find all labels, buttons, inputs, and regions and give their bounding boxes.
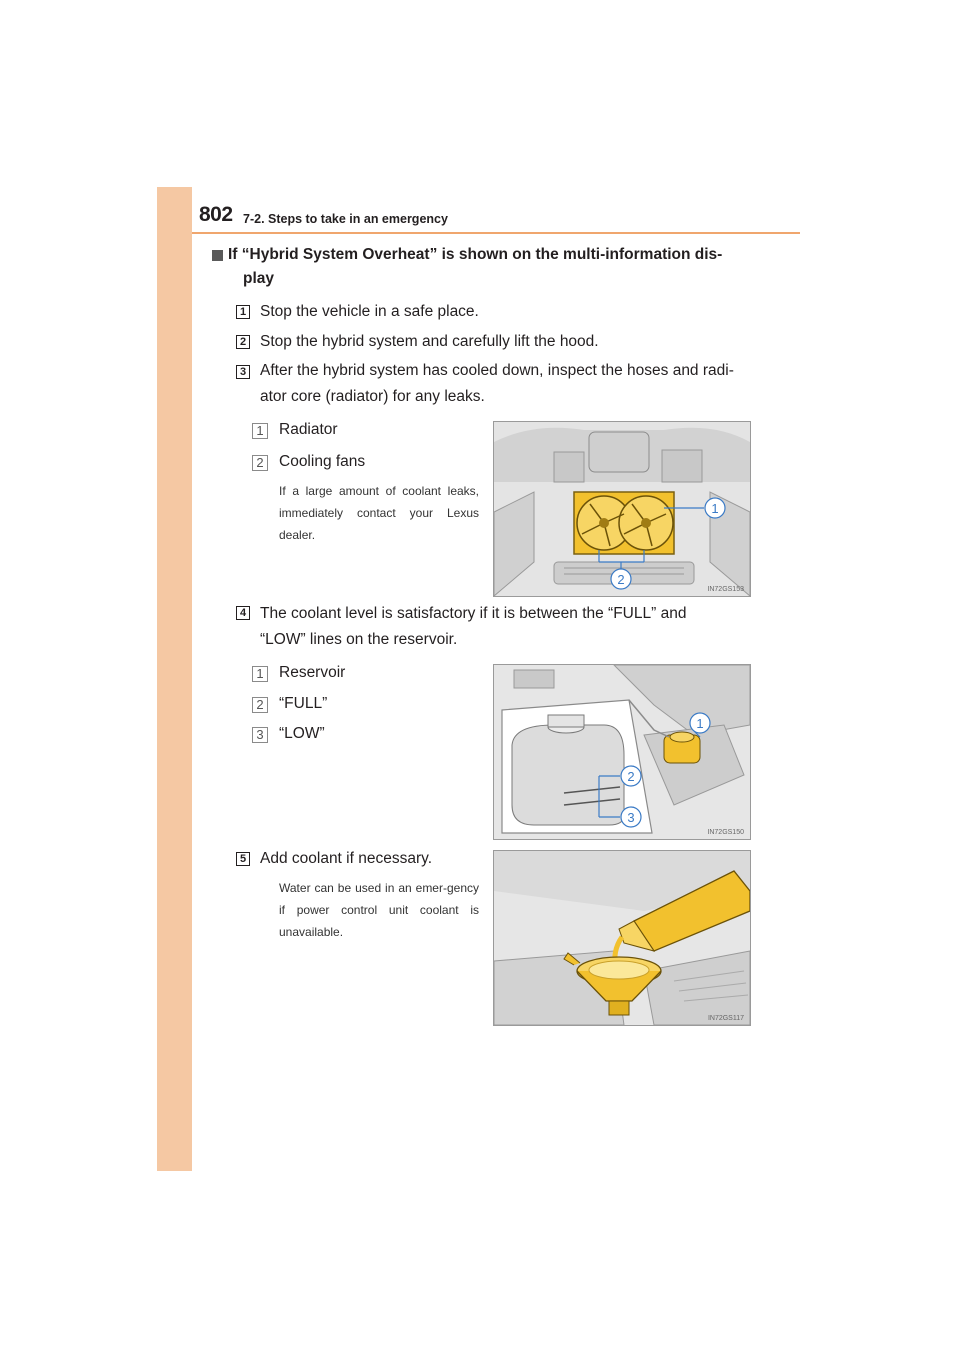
illustration-callout-1: 1 [696,716,704,731]
step-number-3: 3 [236,365,250,379]
illustration-callout-3: 3 [627,810,635,825]
illustration-callout-1: 1 [711,501,719,516]
step-3-note: If a large amount of coolant leaks, immediately contact your Lexus dealer. [279,484,479,542]
illustration-code: IN72GS150 [707,829,744,836]
step-number-5: 5 [236,852,250,866]
callout-number: 1 [252,423,268,439]
heading-line-2: play [243,270,275,287]
illustration-callout-2: 2 [627,769,635,784]
step-2-text: Stop the hybrid system and carefully lift the hood. [260,333,599,350]
callout-number: 3 [252,727,268,743]
step-number-1: 1 [236,305,250,319]
heading-line-1: If “Hybrid System Overheat” is shown on the multi-information dis- [228,246,723,263]
callout-label-reservoir: Reservoir [279,664,346,681]
step-5-note: Water can be used in an emer-gency if power control unit coolant is unavailable. [279,881,479,939]
add-coolant-drawing [494,851,750,1025]
radiator-illustration [493,421,751,597]
section-title: 7-2. Steps to take in an emergency [243,212,448,226]
add-coolant-illustration [493,850,751,1026]
step-number-4: 4 [236,606,250,620]
side-tab-strip [157,187,192,1171]
callout-label-full: “FULL” [279,695,328,712]
step-4-text-line-2: “LOW” lines on the reservoir. [260,631,458,648]
step-number-2: 2 [236,335,250,349]
illustration-code: IN72GS117 [707,1015,744,1022]
illustration-code: IN72GS153 [707,586,744,593]
step-3-text-line-2: ator core (radiator) for any leaks. [260,388,485,405]
step-1-text: Stop the vehicle in a safe place. [260,303,479,320]
step-5-text: Add coolant if necessary. [260,850,433,867]
step-4-text-line-1: The coolant level is satisfactory if it is between the “FULL” and [260,605,687,622]
reservoir-illustration [493,664,751,840]
illustration-callout-2: 2 [617,572,625,587]
callout-label-cooling-fans: Cooling fans [279,453,366,470]
reservoir-drawing [494,665,750,839]
callout-number: 2 [252,455,268,471]
callout-number: 2 [252,697,268,713]
callout-number: 1 [252,666,268,682]
callout-label-radiator: Radiator [279,421,338,438]
page-number: 802 [199,203,233,226]
section-heading [228,243,748,291]
callout-label-low: “LOW” [279,725,325,742]
square-bullet-icon [212,250,223,261]
header-rule [192,232,800,234]
step-3-text-line-1: After the hybrid system has cooled down, inspect the hoses and radi- [260,362,734,379]
radiator-drawing [494,422,750,596]
